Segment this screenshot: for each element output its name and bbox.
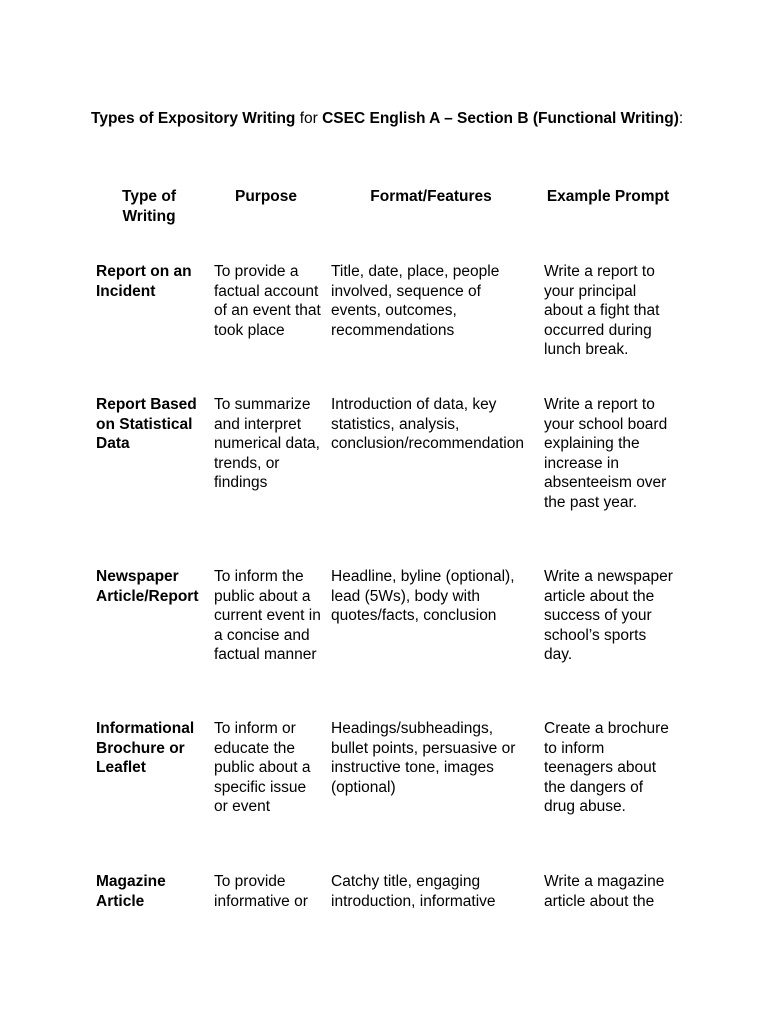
row-5-purpose: To provide informative or (214, 873, 308, 910)
row-5-type: Magazine Article (96, 873, 166, 910)
row-3-purpose: To inform the public about a current event in a concise and factual manner (214, 568, 321, 663)
row-3-type: Newspaper Article/Report (96, 568, 199, 605)
row-3-example: Write a newspaper article about the success of your school’s sports day. (544, 568, 673, 663)
row-1-type: Report on an Incident (96, 263, 192, 300)
row-5-format: Catchy title, engaging introduction, informative (331, 873, 496, 910)
row-2-purpose: To summarize and interpret numerical data, trends, or findings (214, 396, 320, 491)
title-part-bold-1: Types of Expository Writing (91, 110, 296, 127)
title-part-bold-2: CSEC English A – Section B (Functional Writing) (322, 110, 679, 127)
row-2-type: Report Based on Statistical Data (96, 396, 197, 452)
header-type-of-writing: Type of Writing (122, 188, 176, 225)
row-3-format: Headline, byline (optional), lead (5Ws), body with quotes/facts, conclusion (331, 568, 515, 624)
header-format-features: Format/Features (370, 188, 492, 205)
document-title (91, 109, 691, 129)
row-1-purpose: To provide a factual account of an event that took place (214, 263, 321, 339)
header-purpose: Purpose (234, 188, 297, 205)
row-4-purpose: To inform or educate the public about a specific issue or event (214, 720, 311, 815)
row-4-type: Informational Brochure or Leaflet (96, 720, 195, 776)
row-1-format: Title, date, place, people involved, sequence of events, outcomes, recommendations (331, 263, 500, 339)
row-5-example: Write a magazine article about the (544, 873, 665, 910)
row-2-format: Introduction of data, key statistics, analysis, conclusion/recommendation (331, 396, 524, 452)
header-example-prompt: Example Prompt (546, 188, 670, 205)
row-2-example: Write a report to your school board explaining the increase in absenteeism over the past year. (544, 396, 668, 511)
row-1-example: Write a report to your principal about a fight that occurred during lunch break. (544, 263, 660, 358)
title-part-normal: for (295, 110, 323, 127)
row-4-format: Headings/subheadings, bullet points, persuasive or instructive tone, images (optional) (331, 720, 516, 796)
row-4-example: Create a brochure to inform teenagers about the dangers of drug abuse. (544, 720, 669, 815)
title-part-colon: : (678, 110, 684, 127)
